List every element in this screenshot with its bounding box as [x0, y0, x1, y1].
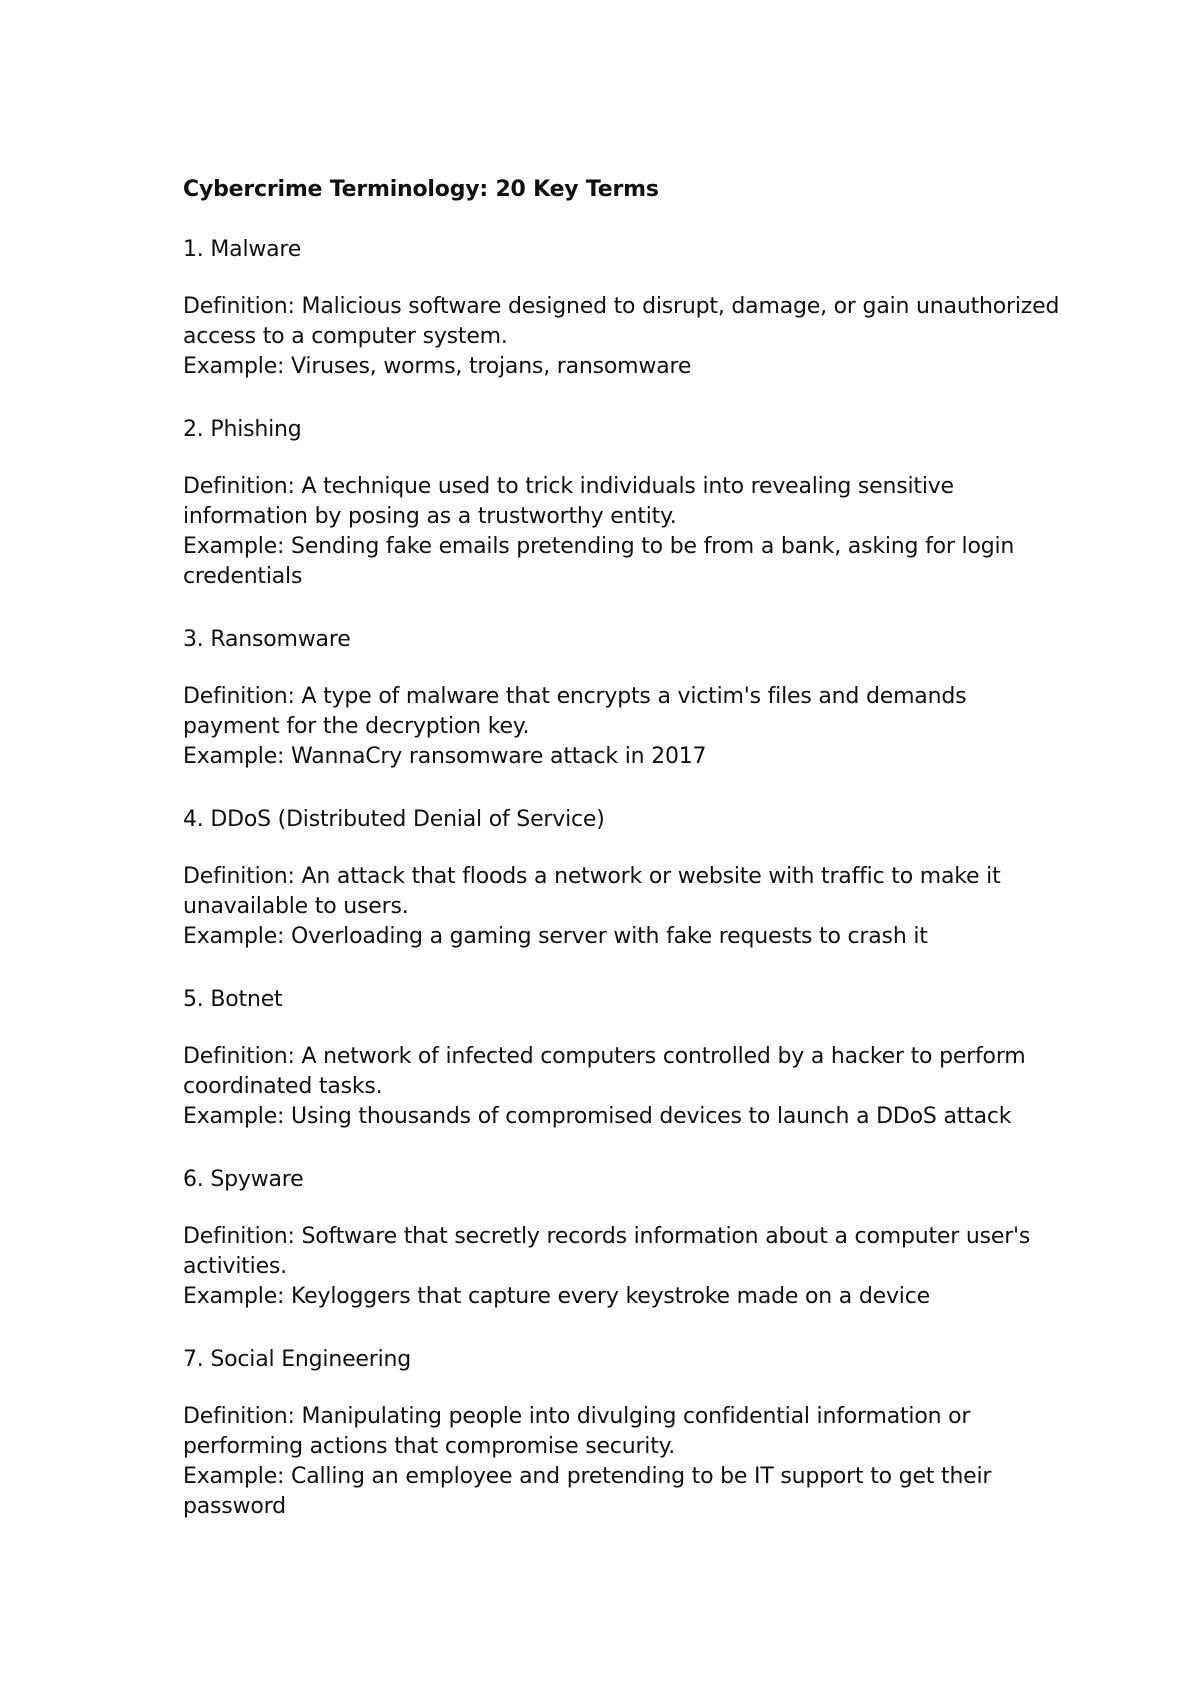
term-section-botnet [183, 982, 1063, 1132]
term-example: Example: Overloading a gaming server with fake requests to crash it [183, 924, 928, 949]
term-definition: Definition: A type of malware that encrypts a victim's files and demands payment for the decryption key. [183, 684, 967, 739]
term-definition: Definition: An attack that floods a network or website with traffic to make it unavailable to users. [183, 864, 1001, 919]
term-heading: 2. Phishing [183, 417, 302, 442]
term-definition: Definition: Software that secretly records information about a computer user's activities. [183, 1224, 1031, 1279]
term-definition: Definition: A technique used to trick individuals into revealing sensitive information by posing as a trustworthy entity. [183, 474, 954, 529]
term-body [183, 1402, 1063, 1522]
term-example: Example: Keyloggers that capture every keystroke made on a device [183, 1284, 930, 1309]
term-example: Example: Viruses, worms, trojans, ransomware [183, 354, 692, 379]
term-example: Example: Sending fake emails pretending to be from a bank, asking for login credentials [183, 534, 1015, 589]
term-heading: 1. Malware [183, 237, 302, 262]
term-section-social-engineering [183, 1342, 1063, 1522]
term-heading: 4. DDoS (Distributed Denial of Service) [183, 807, 605, 832]
term-example: Example: WannaCry ransomware attack in 2017 [183, 744, 707, 769]
term-heading: 6. Spyware [183, 1167, 304, 1192]
term-heading: 5. Botnet [183, 987, 283, 1012]
term-body [183, 292, 1063, 382]
term-body [183, 682, 1063, 772]
document-page [183, 172, 1063, 1552]
term-section-ransomware [183, 622, 1063, 772]
term-section-phishing [183, 412, 1063, 592]
term-heading: 7. Social Engineering [183, 1347, 412, 1372]
term-body [183, 1222, 1063, 1312]
term-section-spyware [183, 1162, 1063, 1312]
term-definition: Definition: Malicious software designed to disrupt, damage, or gain unauthorized access to a computer system. [183, 294, 1060, 349]
term-section-ddos [183, 802, 1063, 952]
document-title: Cybercrime Terminology: 20 Key Terms [183, 177, 659, 202]
term-section-malware [183, 232, 1063, 382]
term-definition: Definition: A network of infected computers controlled by a hacker to perform coordinated tasks. [183, 1044, 1026, 1099]
term-heading: 3. Ransomware [183, 627, 351, 652]
term-example: Example: Using thousands of compromised devices to launch a DDoS attack [183, 1104, 1012, 1129]
term-body [183, 862, 1063, 952]
term-body [183, 1042, 1063, 1132]
term-example: Example: Calling an employee and pretending to be IT support to get their password [183, 1464, 992, 1519]
term-definition: Definition: Manipulating people into divulging confidential information or performing actions that compromise security. [183, 1404, 971, 1459]
term-body [183, 472, 1063, 592]
